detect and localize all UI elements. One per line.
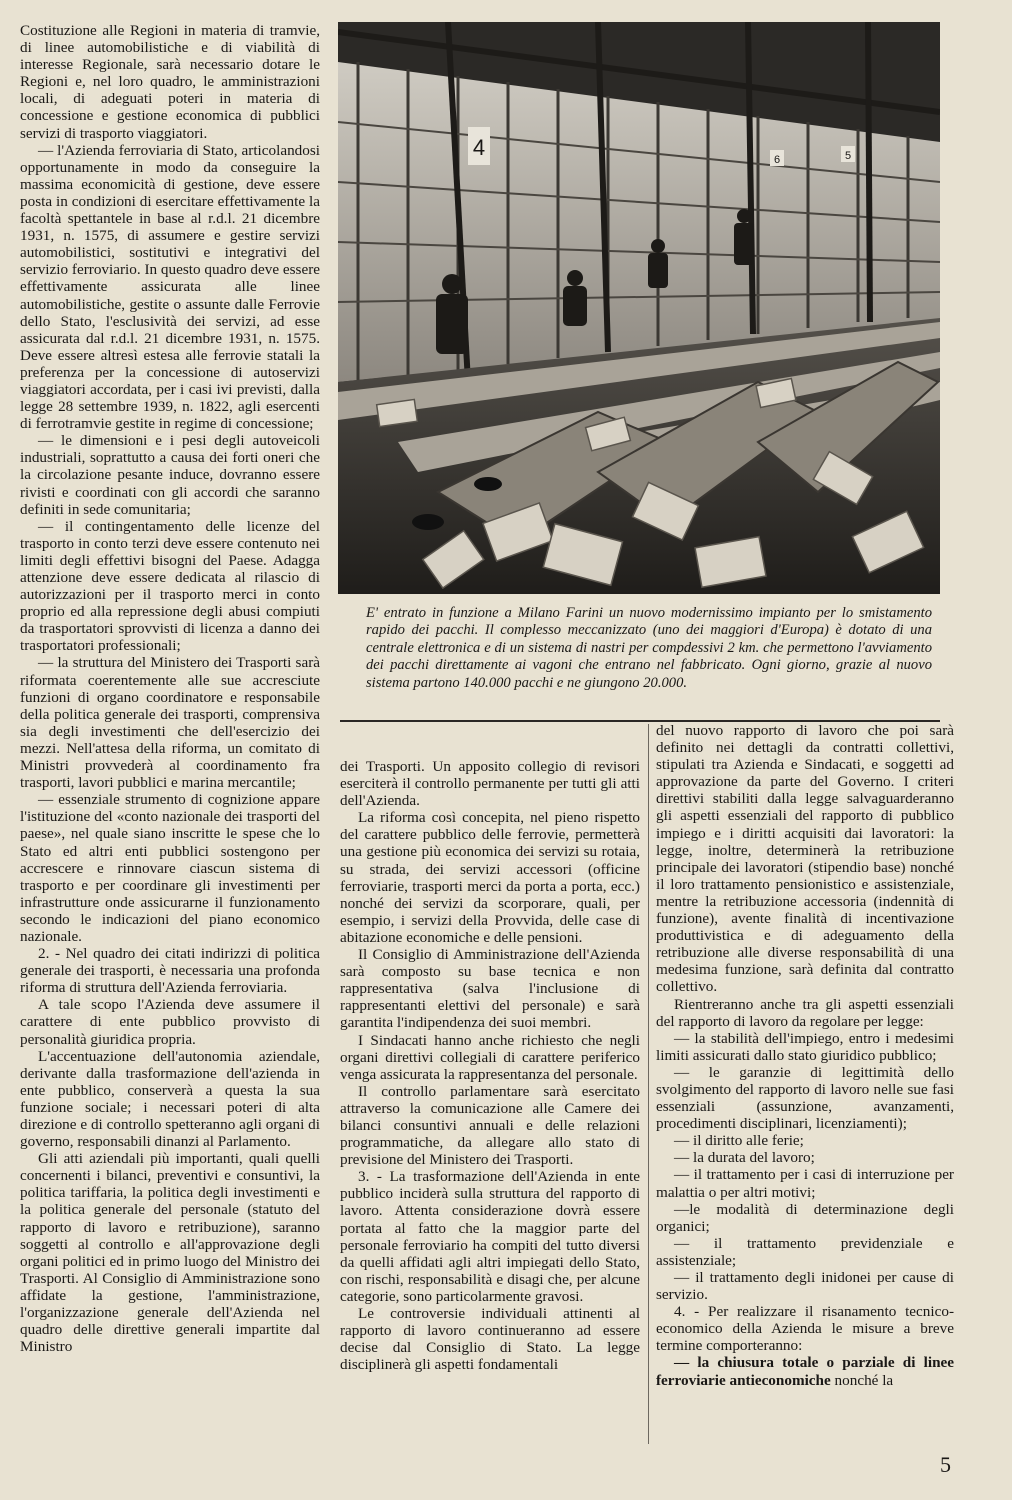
paragraph: Gli atti aziendali più importanti, quali quelli concernenti i bilanci, preventivi e consuntivi, la politica tariffaria, la politica degli investimenti e la politica generale del personale (statuto del rapporto di lavoro e retribuzione), saranno soggetti al controllo e all'approvazione degli organi politici ed in primo luogo del Ministro dei Trasporti. Al Consiglio di Amministrazione sono affidate la gestione, l'amministrazione, l'organizzazione generale dell'Azienda nel quadro delle direttive generali impartite dal Ministro xyxy=(20,1150,320,1356)
page-number: 5 xyxy=(940,1452,951,1477)
column-divider xyxy=(648,724,649,1444)
photo-caption: E' entrato in funzione a Milano Farini un nuovo modernissimo impianto per lo smistamento rapido dei pacchi. Il complesso meccanizzato (uno dei maggiori d'Europa) è dotato di una centrale elettronica e di un sistema di nastri per compdessivi 2 km. che permettono l'avviamento dei pacchi direttamente ai vagoni che entrano nel fabbricato. Ogni giorno, grazie al nuovo sistema partono 140.000 pacchi e ne giungono 20.000. xyxy=(366,605,932,691)
paragraph: — la struttura del Ministero dei Trasporti sarà riformata coerentemente alle sue accresciute funzioni di organo coordinatore e responsabile della politica generale dei trasporti, comprensiva sia degli investimenti che dell'esercizio dei mezzi. Nell'attesa della riforma, un comitato di Ministri provvederà al coordinamento fra trasporti, lavori pubblici e marina mercantile; xyxy=(20,654,320,792)
platform-sign-5: 5 xyxy=(844,150,852,162)
photo-illustration xyxy=(338,22,940,594)
parcel-sorting-photo xyxy=(338,22,940,594)
paragraph-final xyxy=(656,1354,954,1388)
paragraph: — l'Azienda ferroviaria di Stato, articolandosi opportunamente in modo da conseguire la massima economicità di gestione, deve essere posta in condizioni di esercitare effettivamente la facoltà spettantele in base al r.d.l. 21 dicembre 1931, n. 1575, di assumere e gestire servizi automobilistici, sostitutivi e integrativi del servizio ferroviario. In questo quadro deve essere effettivamente assicurata alle linee automobilistiche, gestite o assunte dalle Ferrovie dello Stato, l'esclusività dei servizi, ad esse assicurata dal r.d.l. 21 dicembre 1931, n. 1575. Deve essere altresì estesa alle ferrovie statali la preferenza per la concessione di autoservizi viaggiatori accordata, per i casi ivi previsti, dalla legge 28 settembre 1939, n. 1822, agli esercenti di ferrotramvie gestite in regime di concessione; xyxy=(20,141,320,433)
paragraph: — le dimensioni e i pesi degli autoveicoli industriali, soprattutto a causa dei forti oneri che la circolazione pesante induce, dovranno essere rivisti e coordinati con gli accordi che saranno definiti in sede comunitaria; xyxy=(20,432,320,518)
paragraph: Costituzione alle Regioni in materia di tramvie, di linee automobilistiche e di viabilità di interesse Regionale, sarà necessario dotare le Regioni e, nel loro quadro, le amministrazioni locali, di adeguati poteri in materia di concessione e gestione economica di pubblici servizi di trasporto viaggiatori. xyxy=(20,22,320,142)
paragraph: — il trattamento degli inidonei per cause di servizio. xyxy=(656,1269,954,1304)
text-column-2 xyxy=(340,758,640,1373)
paragraph: —le modalità di determinazione degli organici; xyxy=(656,1200,954,1235)
paragraph-end: nonché la xyxy=(830,1371,894,1389)
paragraph: — essenziale strumento di cognizione appare l'istituzione del «conto nazionale dei trasporti del paese», nel quale siano inscritte le spese che lo Stato ed altri enti pubblici sostengono per accrescere e rinnovare ciascun sistema di trasporto e per coordinare gli investimenti per infrastrutture onde assicurarne il funzionamento secondo le indicazioni del piano economico nazionale. xyxy=(20,791,320,945)
text-column-1 xyxy=(20,22,320,1355)
paragraph: La riforma così concepita, nel pieno rispetto del carattere pubblico delle ferrovie, permetterà una gestione più economica dei servizi su rotaia, su strada, dei servizi accessori (officine ferroviarie, trasporti merci da porta a porta, ecc.) nonché dei servizi da scorporare, quali, per esempio, i servizi della Provvida, delle case di abitazione economiche e delle pensioni. xyxy=(340,809,640,946)
paragraph: 2. - Nel quadro dei citati indirizzi di politica generale dei trasporti, è necessaria una profonda riforma di struttura dell'Azienda ferroviaria. xyxy=(20,945,320,997)
bold-text: — la chiusura totale o parziale di linee ferroviarie antieconomiche xyxy=(656,1354,954,1389)
paragraph: del nuovo rapporto di lavoro che poi sarà definito nei dettagli da contratti collettivi, stipulati tra Azienda e Sindacati, e soggetti ad approvazione da parte del Governo. I criteri direttivi stabiliti dalla legge salvaguarderanno gli aspetti essenziali del rapporto di pubblico impiego e i diritti acquisiti dai lavoratori: la legge, inoltre, determinerà la retribuzione principale dei lavoratori (stipendio base) nonché il loro trattamento pensionistico e assistenziale, mentre la retribuzione accessoria (indennità di funzione), avente finalità di incentivazione produttivistica e di adeguamento della retribuzione alle diverse responsabilità di una medesima funzione, sarà definita dal contratto collettivo. xyxy=(656,722,954,996)
paragraph: — le garanzie di legittimità dello svolgimento del rapporto di lavoro nelle sue fasi essenziali (assunzione, avanzamenti, procedimenti disciplinari, licenziamenti); xyxy=(656,1063,954,1133)
paragraph: — la stabilità dell'impiego, entro i medesimi limiti assicurati dallo stato giuridico pubblico; xyxy=(656,1029,954,1064)
text-column-3 xyxy=(656,722,954,1389)
paragraph: I Sindacati hanno anche richiesto che negli organi direttivi collegiali di carattere periferico venga assicurata la rappresentanza del personale. xyxy=(340,1031,640,1083)
paragraph: 3. - La trasformazione dell'Azienda in ente pubblico inciderà sulla struttura del rapporto di lavoro. Attenta considerazione dovrà essere portata al fatto che la maggior parte del personale ferroviario ha compiti del tutto diversi da quelli affidati agli altri impiegati dello Stato, con rischi, responsabilità e disagi che, per alcune categorie, sono particolarmente gravosi. xyxy=(340,1168,640,1305)
platform-sign-6: 6 xyxy=(773,154,781,166)
platform-sign-4: 4 xyxy=(472,135,486,160)
paragraph: Le controversie individuali attinenti al rapporto di lavoro continueranno ad essere decise dal Consiglio di Stato. La legge disciplinerà gli aspetti fondamentali xyxy=(340,1305,640,1374)
paragraph: Il Consiglio di Amministrazione dell'Azienda sarà composto su base tecnica e non rappresentativa (salva l'inclusione di rappresentanti elettivi del personale) e sarà garantita l'indipendenza dei suoi membri. xyxy=(340,946,640,1032)
paragraph: — il diritto alle ferie; xyxy=(674,1132,804,1150)
paragraph: — il trattamento per i casi di interruzione per malattia o per altri motivi; xyxy=(656,1166,954,1201)
paragraph: dei Trasporti. Un apposito collegio di revisori eserciterà il controllo permanente per tutti gli atti dell'Azienda. xyxy=(340,758,640,810)
paragraph: — il trattamento previdenziale e assistenziale; xyxy=(656,1234,954,1269)
paragraph: — la durata del lavoro; xyxy=(674,1149,815,1167)
paragraph: L'accentuazione dell'autonomia aziendale, derivante dalla trasformazione dell'azienda in ente pubblico, conserverà a questa la sua funzione sociale; i necessari poteri di alta direzione e di controllo spetteranno agli organi di governo, responsabili dinanzi al Parlamento. xyxy=(20,1047,320,1151)
paragraph: A tale scopo l'Azienda deve assumere il carattere di ente pubblico provvisto di personalità giuridica propria. xyxy=(20,996,320,1048)
paragraph: Il controllo parlamentare sarà esercitato attraverso la comunicazione alle Camere dei bilanci consuntivi annuali e delle relazioni programmatiche, da allegare allo stato di previsione del Ministero dei Trasporti. xyxy=(340,1082,640,1169)
paragraph: — il contingentamento delle licenze del trasporto in conto terzi deve essere contenuto nei limiti degli effettivi bisogni del Paese. Adagga attenzione deve essere dedicata al rilascio di autorizzazioni per il trasporto merci in conto proprio ed alla repressione degli abusi compiuti da trasportatori sprovvisti di licenza a danno dei trasportatori professionali; xyxy=(20,517,320,655)
paragraph: Rientreranno anche tra gli aspetti essenziali del rapporto di lavoro da regolare per legge: xyxy=(656,995,954,1030)
paragraph: 4. - Per realizzare il risanamento tecnico-economico della Azienda le misure a breve termine comporteranno: xyxy=(656,1303,954,1355)
